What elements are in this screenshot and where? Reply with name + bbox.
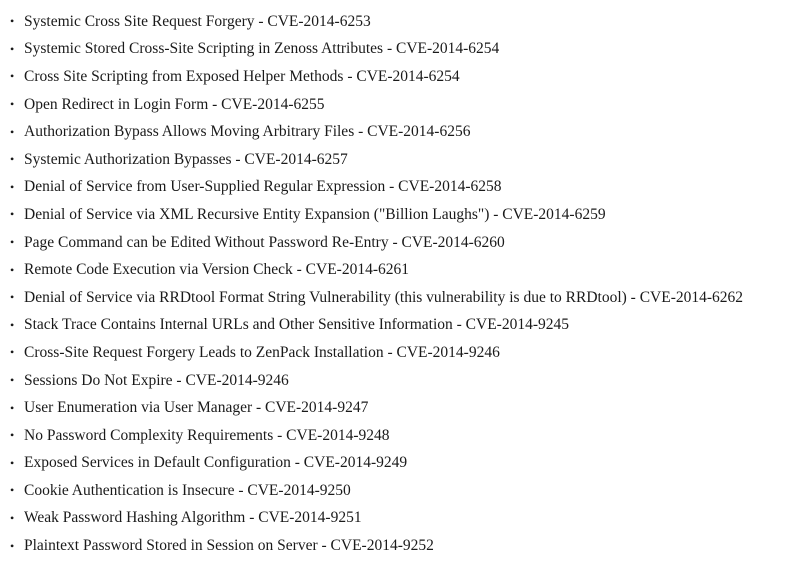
- list-item-text: Denial of Service via RRDtool Format String Vulnerability (this vulnerability is due to RRDtool) - CVE-2014-6262: [24, 288, 744, 306]
- list-item-text: Systemic Authorization Bypasses - CVE-2014-6257: [24, 150, 348, 168]
- bullet-icon: •: [10, 483, 15, 498]
- bullet-icon: •: [10, 345, 15, 360]
- bullet-icon: •: [10, 510, 15, 525]
- bullet-icon: •: [10, 179, 15, 194]
- list-item: [0, 174, 800, 202]
- list-item: [0, 201, 800, 229]
- list-item: [0, 532, 800, 560]
- bullet-icon: •: [10, 152, 15, 167]
- list-item-text: Sessions Do Not Expire - CVE-2014-9246: [24, 371, 289, 389]
- bullet-icon: •: [10, 124, 15, 139]
- list-item-text: Plaintext Password Stored in Session on Server - CVE-2014-9252: [24, 537, 434, 555]
- list-item: [0, 36, 800, 64]
- list-item: [0, 146, 800, 174]
- list-item-text: Cross-Site Request Forgery Leads to ZenPack Installation - CVE-2014-9246: [24, 343, 500, 361]
- list-item: [0, 394, 800, 422]
- list-item: [0, 256, 800, 284]
- list-item-text: Systemic Cross Site Request Forgery - CVE-2014-6253: [24, 12, 371, 30]
- list-item-text: Exposed Services in Default Configuration - CVE-2014-9249: [24, 454, 408, 472]
- bullet-icon: •: [10, 538, 15, 553]
- list-item: [0, 422, 800, 450]
- list-item: [0, 450, 800, 478]
- list-item-text: Remote Code Execution via Version Check - CVE-2014-6261: [24, 261, 409, 279]
- bullet-icon: •: [10, 373, 15, 388]
- list-item-text: Systemic Stored Cross-Site Scripting in Zenoss Attributes - CVE-2014-6254: [24, 40, 500, 58]
- list-item-text: Cross Site Scripting from Exposed Helper Methods - CVE-2014-6254: [24, 67, 460, 85]
- bullet-icon: •: [10, 235, 15, 250]
- bullet-icon: •: [10, 97, 15, 112]
- list-item: [0, 63, 800, 91]
- list-item: [0, 229, 800, 257]
- bullet-icon: •: [10, 262, 15, 277]
- bullet-icon: •: [10, 69, 15, 84]
- list-item: [0, 284, 800, 312]
- list-item: [0, 8, 800, 36]
- list-item-text: User Enumeration via User Manager - CVE-2014-9247: [24, 399, 369, 417]
- list-item-text: Page Command can be Edited Without Password Re-Entry - CVE-2014-6260: [24, 233, 505, 251]
- list-item: [0, 339, 800, 367]
- bullet-icon: •: [10, 14, 15, 29]
- bullet-icon: •: [10, 455, 15, 470]
- list-item-text: Denial of Service via XML Recursive Entity Expansion ("Billion Laughs") - CVE-2014-6259: [24, 205, 606, 223]
- bullet-icon: •: [10, 317, 15, 332]
- list-item-text: Denial of Service from User-Supplied Regular Expression - CVE-2014-6258: [24, 178, 502, 196]
- bullet-icon: •: [10, 207, 15, 222]
- list-item-text: Open Redirect in Login Form - CVE-2014-6255: [24, 95, 325, 113]
- list-item: [0, 477, 800, 505]
- list-item-text: Stack Trace Contains Internal URLs and Other Sensitive Information - CVE-2014-9245: [24, 316, 569, 334]
- bullet-icon: •: [10, 290, 15, 305]
- list-item-text: Authorization Bypass Allows Moving Arbitrary Files - CVE-2014-6256: [24, 123, 471, 141]
- bullet-icon: •: [10, 428, 15, 443]
- list-item-text: No Password Complexity Requirements - CVE-2014-9248: [24, 426, 390, 444]
- list-item: [0, 367, 800, 395]
- list-item: [0, 91, 800, 119]
- list-item: [0, 118, 800, 146]
- list-item: [0, 505, 800, 533]
- bullet-icon: •: [10, 41, 15, 56]
- list-item-text: Cookie Authentication is Insecure - CVE-2014-9250: [24, 481, 351, 499]
- list-item: [0, 312, 800, 340]
- bullet-icon: •: [10, 400, 15, 415]
- list-item-text: Weak Password Hashing Algorithm - CVE-2014-9251: [24, 509, 362, 527]
